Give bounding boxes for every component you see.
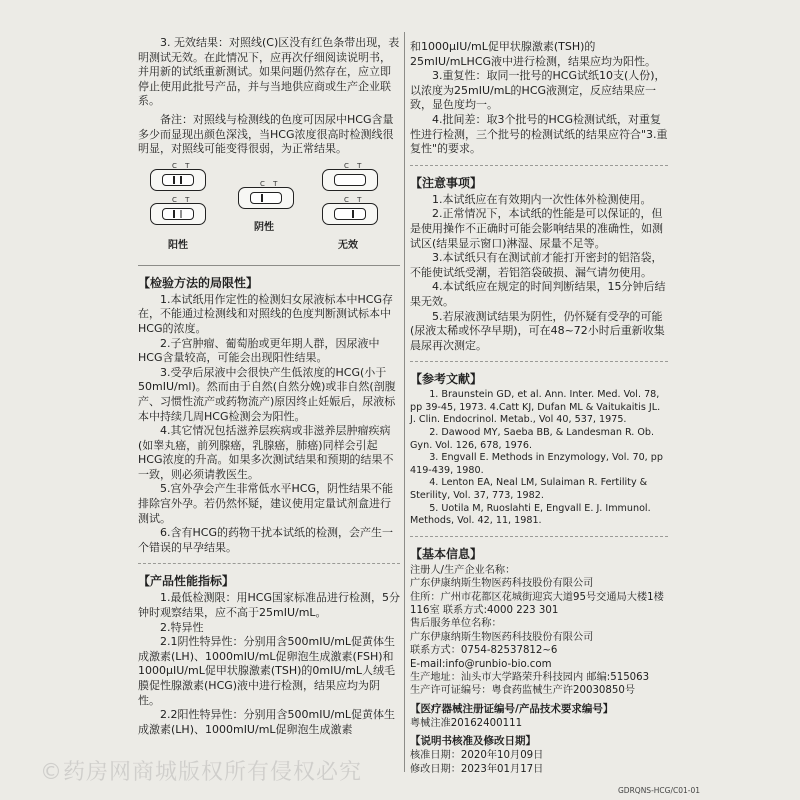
precaution-item: 4.本试纸应在规定的时间判断结果，15分钟后结果无效。 [410, 280, 666, 308]
limitations-heading: 【检验方法的局限性】 [138, 275, 259, 290]
performance-item: 2.特异性 [160, 620, 204, 634]
registration-number: 粤械注准20162400111 [410, 717, 523, 729]
cassette-negative [238, 179, 294, 209]
limitation-item: 4.其它情况包括滋养层疾病或非滋养层肿瘤疾病(如睾丸癌，前列腺癌，乳腺癌，肺癌)同样会引起HCG浓度的升高。如果多次测试结果和预期的结果不一致，则必须请教医生。 [138, 424, 394, 481]
section-divider [138, 563, 400, 564]
limitation-item: 2.子宫肿瘤、葡萄胎或更年期人群，因尿液中HCG含量较高，可能会出现阳性结果。 [138, 336, 380, 365]
cassette-invalid-2 [322, 195, 378, 225]
note-text: 备注：对照线与检测线的色度可因尿中HCG含量多少而显现出颜色深浅，当HCG浓度很高时检测线很明显，对照线可能变得很弱，为正常结果。 [138, 112, 394, 156]
invalid-result-text: 3. 无效结果：对照线(C)区没有红色条带出现，表明测试无效。在此情况下，应再次仔细阅读说明书，并用新的试纸重新测试。如果问题仍然存在，应立即停止使用此批号产品，并与当地供应商或生产企业联系。 [138, 36, 400, 108]
section-divider [410, 165, 668, 166]
ct-label: C T [344, 161, 365, 170]
section-divider [410, 536, 668, 537]
info-line: 注册人/生产企业名称： [410, 564, 516, 576]
column-divider [404, 32, 405, 772]
performance-item: 2.1阴性特异性：分别用含500mIU/mL促黄体生成激素(LH)、1000mIU/mL促卵泡生成激素(FSH)和1000μIU/mL促甲状腺激素(TSH)的0mIU/mL人绒毛膜促性腺激素(HCG)液中进行检测，结果应均为阴性。 [138, 635, 396, 707]
reference-item: 2. Dawood MY, Saeba BB, & Landesman R. Ob. Gyn. Vol. 126, 678, 1976. [410, 427, 655, 451]
right-column [410, 40, 668, 776]
limitation-item: 3.受孕后尿液中会很快产生低浓度的HCG(小于50mIU/ml)。然而由于自然(自然分娩)或非自然(剖腹产、习惯性流产或药物流产)原因终止妊娠后，尿液标本中持续几周HCG检测会为阳性。 [138, 365, 396, 423]
basic-info-heading: 【基本信息】 [410, 546, 483, 561]
reference-item: 4. Lenton EA, Neal LM, Sulaiman R. Fertility & Sterility, Vol. 37, 773, 1982. [410, 477, 648, 502]
positive-label: 阳性 [168, 239, 188, 251]
info-line: 生产许可证编号：粤食药监械生产许20030850号 [410, 685, 636, 697]
cassette-positive-2 [150, 195, 206, 225]
precaution-item: 1.本试纸应在有效期内一次性体外检测使用。 [432, 192, 652, 206]
info-line: 售后服务单位名称： [410, 618, 502, 630]
section-divider [410, 361, 668, 362]
precaution-item: 5.若尿液测试结果为阴性，仍怀疑有受孕的可能(尿液太稀或怀孕早期)，可在48~72小时后重新收集晨尿再次测定。 [410, 309, 665, 352]
ct-label: C T [172, 195, 193, 204]
ct-label: C T [260, 179, 281, 188]
info-line: 生产地址：汕头市大学路荣升科技园内 邮编:515063 [410, 672, 650, 684]
ct-label: C T [172, 161, 193, 170]
info-line: 广东伊康纳斯生物医药科技股份有限公司 [410, 578, 594, 590]
reference-item: 1. Braunstein GD, et al. Ann. Inter. Med. Vol. 78, pp 39-45, 1973. 4.Catt KJ, Dufan ML & Vaitukaitis JL. J. Clin. Endocrinol. Metab., Vol 40, 537, 1975. [410, 389, 661, 426]
precaution-item: 2.正常情况下，本试纸的性能是可以保证的，但是使用操作不正确时可能会影响结果的准确性，如测试区(结果显示窗口)淋湿、尿量不足等。 [410, 207, 663, 250]
cassette-invalid-1 [322, 161, 378, 191]
info-line: 住所：广州市花都区花城街迎宾大道95号交通局大楼1楼116室 联系方式:4000 223 301 [410, 591, 664, 617]
limitation-item: 1.本试纸用作定性的检测妇女尿液标本中HCG存在，不能通过检测线和对照线的色度判断测试标本中HCG的浓度。 [138, 292, 393, 335]
reference-item: 5. Uotila M, Ruoslahti E, Engvall E. J. Immunol. Methods, Vol. 42, 11, 1981. [410, 502, 651, 527]
section-divider [138, 265, 400, 266]
result-figure [138, 163, 400, 259]
document-code: GDRQNS-HCG/C01-01 [618, 786, 701, 795]
registration-heading: 【医疗器械注册证编号/产品技术要求编号】 [410, 702, 614, 715]
limitation-item: 5.宫外孕会产生非常低水平HCG，阴性结果不能排除宫外孕。若仍然怀疑，建议使用定量试剂盒进行测试。 [138, 482, 393, 525]
precaution-item: 3.本试纸只有在测试前才能打开密封的铝箔袋，不能使试纸受潮，若铝箔袋破损、漏气请勿使用。 [410, 251, 663, 279]
cassette-positive-1 [150, 161, 206, 191]
left-column [138, 36, 400, 737]
continued-text: 和1000μIU/mL促甲状腺激素(TSH)的25mIU/mLHCG液中进行检测，结果应均为阳性。 [410, 40, 657, 68]
batch-variance-text: 4.批间差：取3个批号的HCG检测试纸，对重复性进行检测，三个批号的检测试纸的结果应符合"3.重复性"的要求。 [410, 112, 668, 156]
modification-date: 修改日期：2023年01月17日 [410, 763, 544, 775]
performance-item: 1.最低检测限：用HCG国家标准品进行检测，5分钟时观察结果，应不高于25mIU/mL。 [138, 591, 400, 620]
performance-heading: 【产品性能指标】 [138, 574, 235, 589]
repeatability-text: 3.重复性：取同一批号的HCG试纸10支(人份)，以浓度为25mIU/mL的HCG液测定，反应结果应一致，显色度均一。 [410, 69, 666, 112]
limitation-item: 6.含有HCG的药物干扰本试纸的检测，会产生一个错误的早孕结果。 [138, 526, 393, 554]
reference-item: 3. Engvall E. Methods in Enzymology, Vol. 70, pp 419-439, 1980. [410, 452, 663, 476]
precautions-heading: 【注意事项】 [410, 175, 483, 190]
watermark: ©药房网商城版权所有侵权必究 [40, 760, 363, 785]
invalid-label: 无效 [338, 239, 358, 251]
approval-date: 核准日期：2020年10月09日 [410, 750, 544, 762]
info-line: 联系方式：0754-82537812~6 [410, 645, 558, 657]
revision-heading: 【说明书核准及修改日期】 [410, 735, 536, 748]
references-heading: 【参考文献】 [410, 372, 483, 387]
ct-label: C T [344, 195, 365, 204]
info-line: 广东伊康纳斯生物医药科技股份有限公司 [410, 631, 594, 643]
performance-item: 2.2阳性特异性：分别用含500mIU/mL促黄体生成激素(LH)、1000mIU/mL促卵泡生成激素 [138, 708, 396, 736]
info-line: E-mail:info@runbio-bio.com [410, 658, 552, 670]
negative-label: 阴性 [254, 221, 274, 233]
